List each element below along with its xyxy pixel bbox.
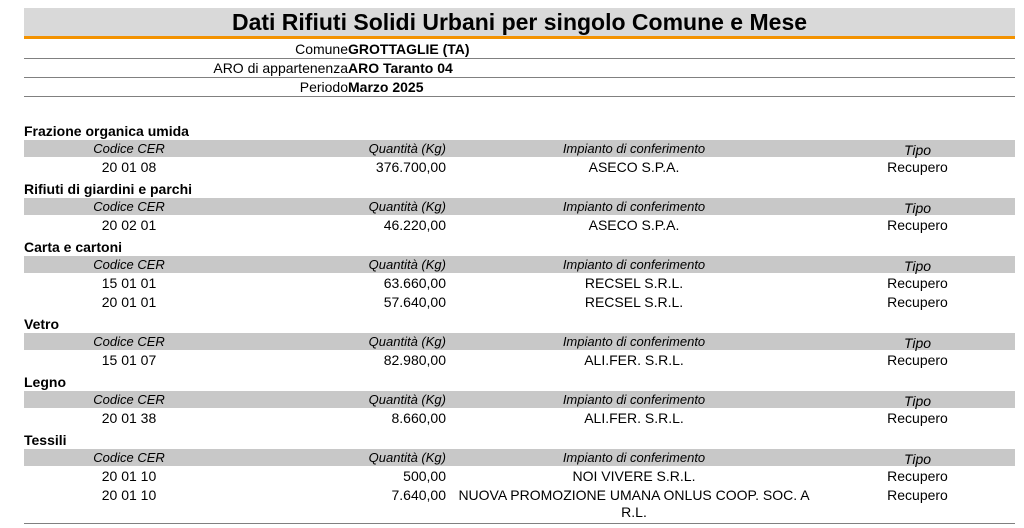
- header-tipo: Tipo: [903, 142, 932, 158]
- header-qty: Quantità (Kg): [368, 392, 446, 407]
- header-qty: Quantità (Kg): [368, 141, 446, 156]
- comune-value: GROTTAGLIE (TA): [348, 41, 470, 57]
- cell-qty: 57.640,00: [383, 294, 446, 310]
- cell-cer: 20 01 10: [101, 468, 157, 484]
- header-impianto: Impianto di conferimento: [562, 257, 706, 272]
- cell-cer: 20 01 08: [101, 159, 157, 175]
- cell-qty: 46.220,00: [383, 217, 446, 233]
- table-row: [24, 410, 1015, 427]
- header-tipo: Tipo: [903, 200, 932, 216]
- header-cer: Codice CER: [93, 257, 165, 272]
- cell-qty: 376.700,00: [375, 159, 446, 175]
- section-title: Rifiuti di giardini e parchi: [24, 181, 193, 197]
- section-title: Vetro: [24, 316, 60, 332]
- cell-cer: 20 01 38: [101, 410, 157, 426]
- header-qty: Quantità (Kg): [368, 334, 446, 349]
- cell-cer: 15 01 01: [101, 275, 157, 291]
- header-cer: Codice CER: [93, 392, 165, 407]
- header-tipo: Tipo: [903, 335, 932, 351]
- header-qty: Quantità (Kg): [368, 257, 446, 272]
- cell-qty: 63.660,00: [383, 275, 446, 291]
- cell-tipo: Recupero: [887, 294, 948, 310]
- cell-tipo: Recupero: [887, 217, 948, 233]
- cell-tipo: Recupero: [887, 159, 948, 175]
- table-row: [24, 159, 1015, 176]
- cell-impianto: ASECO S.P.A.: [588, 217, 680, 233]
- cell-cer: 20 02 01: [101, 217, 157, 233]
- table-header: [24, 391, 1015, 408]
- bottom-divider: [24, 523, 1015, 524]
- cell-impianto: ALI.FER. S.R.L.: [584, 410, 684, 426]
- header-tipo: Tipo: [903, 451, 932, 467]
- cell-tipo: Recupero: [887, 275, 948, 291]
- cell-impianto: ALI.FER. S.R.L.: [584, 352, 684, 368]
- cell-cer: 15 01 07: [101, 352, 157, 368]
- header-cer: Codice CER: [93, 450, 165, 465]
- header-tipo: Tipo: [903, 393, 932, 409]
- table-header: [24, 198, 1015, 215]
- header-cer: Codice CER: [93, 334, 165, 349]
- header-cer: Codice CER: [93, 141, 165, 156]
- header-qty: Quantità (Kg): [368, 199, 446, 214]
- comune-label: Comune: [295, 41, 348, 57]
- header-qty: Quantità (Kg): [368, 450, 446, 465]
- cell-impianto: RECSEL S.R.L.: [584, 294, 684, 310]
- cell-impianto: RECSEL S.R.L.: [584, 275, 684, 291]
- table-row: [24, 217, 1015, 234]
- cell-cer: 20 01 10: [101, 487, 157, 503]
- header-tipo: Tipo: [903, 258, 932, 274]
- periodo-value: Marzo 2025: [348, 79, 424, 95]
- cell-tipo: Recupero: [887, 352, 948, 368]
- report-title: Dati Rifiuti Solidi Urbani per singolo Comune e Mese: [24, 8, 1015, 39]
- table-header: [24, 333, 1015, 350]
- cell-impianto: NOI VIVERE S.R.L.: [572, 468, 696, 484]
- cell-tipo: Recupero: [887, 468, 948, 484]
- table-header: [24, 256, 1015, 273]
- section-title: Tessili: [24, 432, 67, 448]
- cell-tipo: Recupero: [887, 410, 948, 426]
- cell-qty: 82.980,00: [383, 352, 446, 368]
- cell-qty: 7.640,00: [391, 487, 446, 503]
- info-row-comune: [24, 41, 1015, 59]
- cell-tipo: Recupero: [887, 487, 948, 503]
- periodo-label: Periodo: [299, 79, 348, 95]
- info-row-periodo: [24, 79, 1015, 97]
- cell-qty: 8.660,00: [391, 410, 446, 426]
- table-header: [24, 449, 1015, 466]
- table-row: [24, 294, 1015, 311]
- table-header: [24, 140, 1015, 157]
- header-impianto: Impianto di conferimento: [562, 450, 706, 465]
- header-cer: Codice CER: [93, 199, 165, 214]
- cell-impianto: NUOVA PROMOZIONE UMANA ONLUS COOP. SOC. A R.L.: [458, 487, 810, 520]
- aro-value: ARO Taranto 04: [348, 60, 453, 76]
- section-title: Frazione organica umida: [24, 123, 189, 139]
- info-row-aro: [24, 60, 1015, 78]
- header-impianto: Impianto di conferimento: [562, 334, 706, 349]
- cell-impianto: ASECO S.P.A.: [588, 159, 680, 175]
- aro-label: ARO di appartenenza: [213, 60, 348, 76]
- table-row: [24, 468, 1015, 485]
- table-row: [24, 275, 1015, 292]
- header-impianto: Impianto di conferimento: [562, 141, 706, 156]
- header-impianto: Impianto di conferimento: [562, 392, 706, 407]
- section-title: Carta e cartoni: [24, 239, 123, 255]
- section-title: Legno: [24, 374, 66, 390]
- header-impianto: Impianto di conferimento: [562, 199, 706, 214]
- cell-qty: 500,00: [403, 468, 446, 484]
- table-row: [24, 487, 1015, 521]
- cell-cer: 20 01 01: [101, 294, 157, 310]
- table-row: [24, 352, 1015, 369]
